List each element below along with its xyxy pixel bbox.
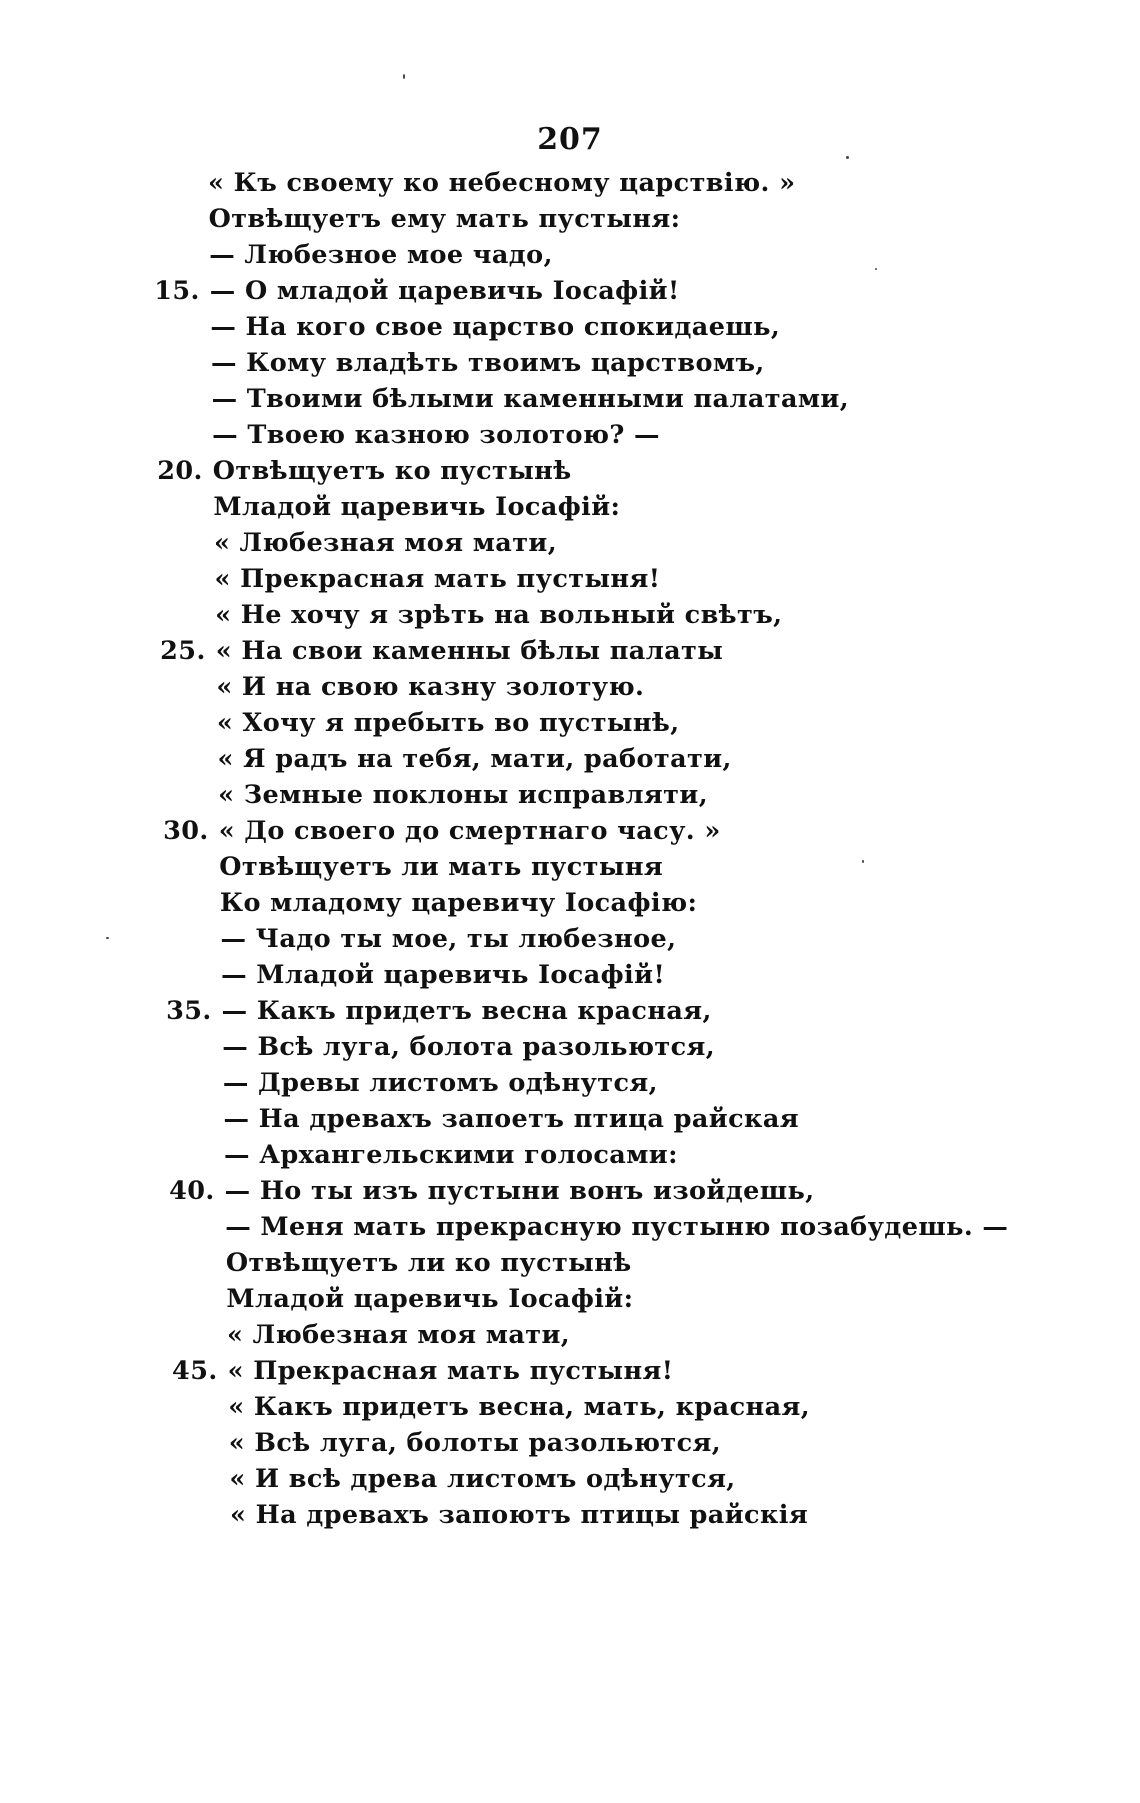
line-text: — Кому владѣть твоимъ царствомъ, <box>210 348 765 378</box>
line-text: — На кого свое царство спокидаешь, <box>210 312 781 342</box>
verse-line <box>0 1461 1140 1497</box>
verse-line <box>0 1173 1140 1209</box>
verse-line <box>0 165 1140 201</box>
line-text: « Любезная моя мати, <box>213 528 557 558</box>
verse-line <box>0 957 1140 993</box>
line-text: — На древахъ запоетъ птица райская <box>223 1104 799 1134</box>
line-number: 20. <box>157 456 203 486</box>
line-text: — Любезное мое чадо, <box>209 240 553 270</box>
verse-line <box>0 345 1140 381</box>
scan-speck <box>106 937 109 939</box>
verse-line <box>0 1029 1140 1065</box>
verse-line <box>0 453 1140 489</box>
line-text: — О младой царевичь Іосафій! <box>209 276 680 306</box>
line-text: — Но ты изъ пустыни вонъ изойдешь, <box>224 1176 815 1206</box>
page-number: 207 <box>537 122 603 157</box>
verse-line <box>0 597 1140 633</box>
line-text: « До своего до смертнаго часу. » <box>218 816 721 846</box>
line-number: 15. <box>154 276 200 306</box>
verse-line <box>0 309 1140 345</box>
line-text: — Меня мать прекрасную пустыню позабудешь. — <box>225 1212 1009 1242</box>
verse-line <box>0 849 1140 885</box>
line-text: — Младой царевичь Іосафій! <box>221 960 666 990</box>
line-text: Отвѣщуетъ ему мать пустыня: <box>208 204 681 234</box>
verse-line <box>0 417 1140 453</box>
scan-speck <box>862 860 864 863</box>
verse-line <box>0 273 1140 309</box>
line-text: « На древахъ запоютъ птицы райскія <box>230 1500 809 1530</box>
line-text: Отвѣщуетъ ко пустынѣ <box>212 456 572 486</box>
verse-line <box>0 1245 1140 1281</box>
line-text: « Прекрасная мать пустыня! <box>227 1356 674 1386</box>
verse-line <box>0 669 1140 705</box>
line-text: « И всѣ древа листомъ одѣнутся, <box>229 1464 736 1494</box>
verse-line <box>0 561 1140 597</box>
scan-speck <box>875 268 877 270</box>
verse-line <box>0 1425 1140 1461</box>
verse-line <box>0 777 1140 813</box>
verse-line <box>0 705 1140 741</box>
line-text: — Всѣ луга, болота разольются, <box>222 1032 716 1062</box>
verse-line <box>0 1353 1140 1389</box>
verse-line <box>0 741 1140 777</box>
verse-line <box>0 1137 1140 1173</box>
line-text: — Чадо ты мое, ты любезное, <box>220 924 677 954</box>
verse-line <box>0 993 1140 1029</box>
line-text: — Твоею казною золотою? — <box>212 420 660 450</box>
verse-line <box>0 1317 1140 1353</box>
verse-line <box>0 237 1140 273</box>
verse-line <box>0 633 1140 669</box>
line-text: « Хочу я пребыть во пустынѣ, <box>216 708 680 738</box>
verse-line <box>0 201 1140 237</box>
line-text: « Прекрасная мать пустыня! <box>214 564 661 594</box>
line-text: « Не хочу я зрѣть на вольный свѣтъ, <box>215 600 783 630</box>
line-text: — Какъ придетъ весна красная, <box>221 996 712 1026</box>
line-text: Отвѣщуетъ ли ко пустынѣ <box>225 1248 632 1278</box>
line-text: Ко младому царевичу Іосафію: <box>219 888 698 918</box>
line-text: « Я радъ на тебя, мати, работати, <box>217 744 732 774</box>
line-text: — Архангельскими голосами: <box>224 1140 678 1170</box>
line-text: « Къ своему ко небесному царствію. » <box>208 168 796 198</box>
verse-line <box>0 1281 1140 1317</box>
line-text: « Земные поклоны исправляти, <box>218 780 708 810</box>
line-text: « Любезная моя мати, <box>227 1320 571 1350</box>
verse-line <box>0 1209 1140 1245</box>
verse-line <box>0 813 1140 849</box>
line-text: — Твоими бѣлыми каменными палатами, <box>211 384 850 414</box>
verse-line <box>0 381 1140 417</box>
line-text: « И на свою казну золотую. <box>216 672 645 702</box>
verse-line <box>0 489 1140 525</box>
line-number: 40. <box>169 1176 215 1206</box>
line-number: 25. <box>160 636 206 666</box>
verse-line <box>0 885 1140 921</box>
scan-speck <box>846 156 849 159</box>
scan-speck <box>403 74 405 79</box>
verse-line <box>0 1389 1140 1425</box>
line-text: Младой царевичь Іосафій: <box>213 492 621 522</box>
verse-line <box>0 1101 1140 1137</box>
line-number: 35. <box>166 996 212 1026</box>
verse-line <box>0 1497 1140 1533</box>
verse-line <box>0 921 1140 957</box>
line-text: « Всѣ луга, болоты разольются, <box>228 1428 722 1458</box>
line-text: — Древы листомъ одѣнутся, <box>222 1068 658 1098</box>
line-text: « Какъ придетъ весна, мать, красная, <box>228 1392 811 1422</box>
line-text: Отвѣщуетъ ли мать пустыня <box>219 852 664 882</box>
line-number: 30. <box>163 816 209 846</box>
verse-line <box>0 1065 1140 1101</box>
verse-line <box>0 525 1140 561</box>
line-number: 45. <box>172 1356 218 1386</box>
line-text: Младой царевичь Іосафій: <box>226 1284 634 1314</box>
line-text: « На свои каменны бѣлы палаты <box>215 636 724 666</box>
